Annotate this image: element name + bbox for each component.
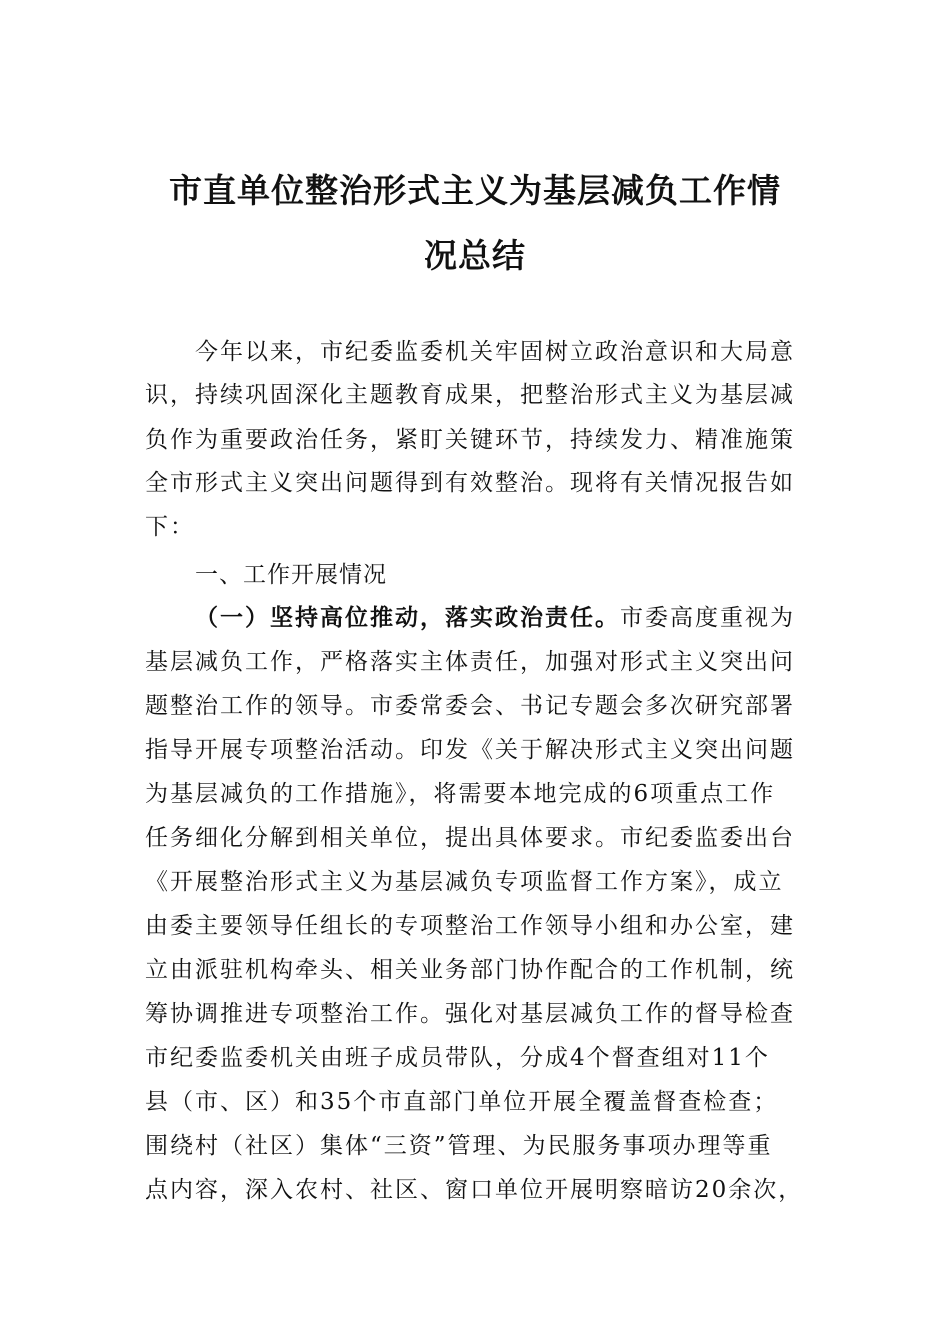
body-line: 市纪委监委机关由班子成员带队，分成4个督查组对11个	[145, 1045, 770, 1071]
body-line: 由委主要领导任组长的专项整治工作领导小组和办公室，建	[145, 913, 795, 939]
subsection-first-line	[195, 603, 810, 633]
document-title-line-1: 市直单位整治形式主义为基层减负工作情	[169, 171, 781, 210]
intro-paragraph-line: 今年以来，市纪委监委机关牢固树立政治意识和大局意	[195, 339, 795, 365]
body-line: 《开展整治形式主义为基层减负专项监督工作方案》，成立	[145, 869, 784, 895]
body-line: 点内容，深入农村、社区、窗口单位开展明察暗访20余次，	[145, 1177, 804, 1203]
body-line: 指导开展专项整治活动。印发《关于解决形式主义突出问题	[145, 737, 795, 763]
section-heading: 一、工作开展情况	[195, 562, 387, 588]
body-line: 县（市、区）和35个市直部门单位开展全覆盖督查检查；	[145, 1089, 779, 1115]
intro-paragraph-line: 全市形式主义突出问题得到有效整治。现将有关情况报告如	[145, 470, 795, 496]
body-line: 题整治工作的领导。市委常委会、书记专题会多次研究部署	[145, 693, 795, 719]
body-line: 围绕村（社区）集体“三资”管理、为民服务事项办理等重	[145, 1133, 773, 1159]
body-line: 立由派驻机构牵头、相关业务部门协作配合的工作机制，统	[145, 957, 795, 983]
subsection-first-line-rest: 市委高度重视为	[620, 605, 795, 631]
intro-paragraph-line: 负作为重要政治任务，紧盯关键环节，持续发力、精准施策	[145, 427, 795, 453]
document-title-line-2: 况总结	[424, 236, 526, 275]
body-line: 基层减负工作，严格落实主体责任，加强对形式主义突出问	[145, 649, 795, 675]
intro-paragraph-line: 下：	[145, 514, 195, 540]
body-line: 为基层减负的工作措施》，将需要本地完成的6项重点工作	[145, 781, 776, 807]
intro-paragraph-line: 识，持续巩固深化主题教育成果，把整治形式主义为基层减	[145, 382, 795, 408]
body-line: 任务细化分解到相关单位，提出具体要求。市纪委监委出台	[145, 825, 795, 851]
subsection-lead: （一）坚持高位推动，落实政治责任。	[195, 605, 620, 631]
body-line: 筹协调推进专项整治工作。强化对基层减负工作的督导检查	[145, 1001, 795, 1027]
